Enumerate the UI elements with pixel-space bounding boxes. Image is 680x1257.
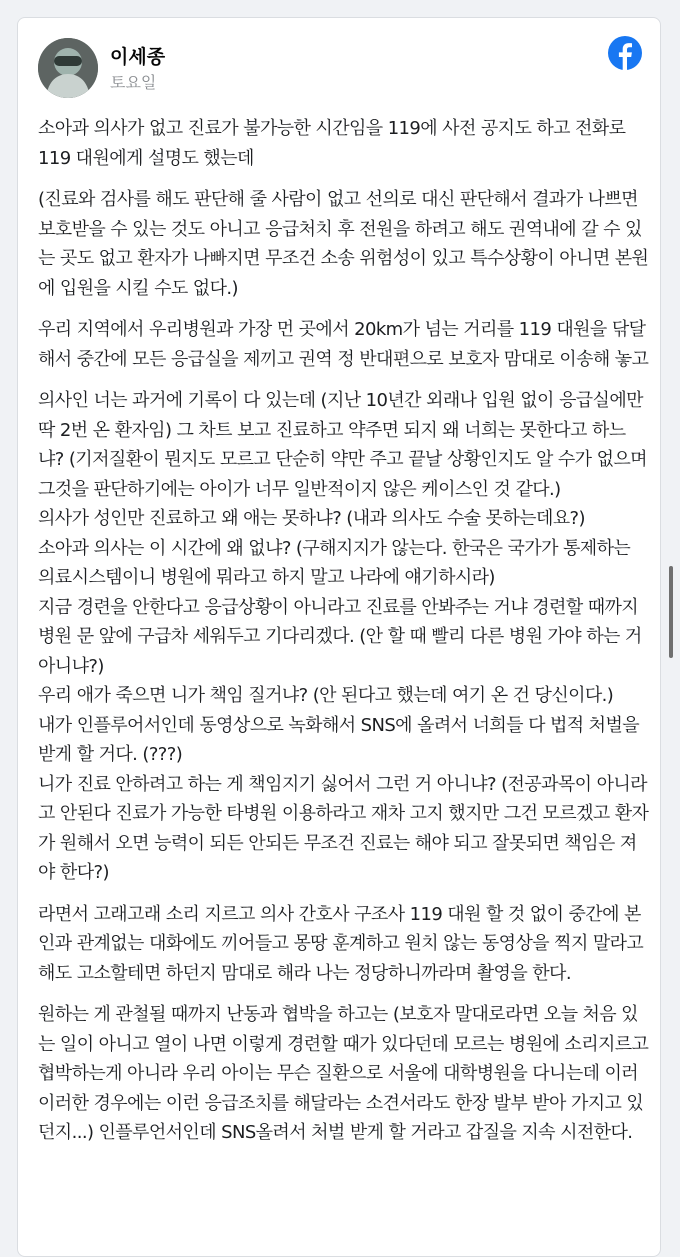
post-paragraph: 우리 애가 죽으면 니가 책임 질거냐? (안 된다고 했는데 여기 온 건 당신이다.): [38, 685, 614, 706]
post-paragraph: 원하는 게 관철될 때까지 난동과 협박을 하고는 (보호자 말대로라면 오늘 처음 있는 일이 아니고 열이 나면 이렇게 경련할 때가 있다던데 모르는 병원에 소리지르고 협박하는게 아니라 우리 아이는 무슨 질환으로 서울에 대학병원을 다니는데 이러이러한 경우에는 이런 응급조치를 해달라는 소견서라도 한장 발부 받아 가지고 있던지...) 인플루언서인데 SNS올려서 처벌 받게 할 거라고 갑질을 지속 시전한다.: [38, 1004, 649, 1143]
post-paragraph: 소아과 의사가 없고 진료가 불가능한 시간임을 119에 사전 공지도 하고 전화로 119 대원에게 설명도 했는데: [38, 118, 626, 169]
post-body: [38, 114, 650, 1160]
post-paragraph: 라면서 고래고래 소리 지르고 의사 간호사 구조사 119 대원 할 것 없이 중간에 본인과 관계없는 대화에도 끼어들고 몽땅 훈계하고 원치 않는 동영상을 찍지 말라고 해도 고소할테면 하던지 맘대로 해라 나는 정당하니까라며 촬영을 한다.: [38, 903, 644, 984]
scrollbar-thumb[interactable]: [669, 566, 673, 658]
post-paragraph: 의사인 너는 과거에 기록이 다 있는데 (지난 10년간 외래나 입원 없이 응급실에만 딱 2번 온 환자임) 그 차트 보고 진료하고 약주면 되지 왜 너희는 못한다고 하느냐? (기저질환이 뭔지도 모르고 단순히 약만 주고 끝날 상황인지도 알 수가 없으며 그것을 판단하기에는 아이가 너무 일반적이지 않은 케이스인 것 같다.): [38, 390, 647, 500]
author-name[interactable]: 이세종: [110, 46, 166, 68]
post-paragraph: 내가 인플루어서인데 동영상으로 녹화해서 SNS에 올려서 너희들 다 법적 처벌을 받게 할 거다. (???): [38, 714, 640, 765]
post-header: [38, 36, 642, 100]
post-date[interactable]: 토요일: [110, 73, 157, 92]
facebook-icon: [608, 36, 642, 70]
post-paragraph: (진료와 검사를 해도 판단해 줄 사람이 없고 선의로 대신 판단해서 결과가 나쁘면 보호받을 수 있는 것도 아니고 응급처치 후 전원을 하려고 해도 권역내에 갈 수 있는 곳도 없고 환자가 나빠지면 무조건 소송 위험성이 있고 특수상황이 아니면 본원에 입원을 시킬 수도 없다.): [38, 189, 649, 299]
post-paragraph: 소아과 의사는 이 시간에 왜 없냐? (구해지지가 않는다. 한국은 국가가 통제하는 의료시스템이니 병원에 뭐라고 하지 말고 나라에 얘기하시라): [38, 537, 631, 588]
author-avatar[interactable]: [38, 38, 98, 98]
post-paragraph: 우리 지역에서 우리병원과 가장 먼 곳에서 20km가 넘는 거리를 119 대원을 닦달해서 중간에 모든 응급실을 제끼고 권역 정 반대편으로 보호자 맘대로 이송해 놓고: [38, 319, 649, 370]
post-paragraph: 의사가 성인만 진료하고 왜 애는 못하냐? (내과 의사도 수술 못하는데요?): [38, 508, 585, 529]
post-card: [17, 17, 661, 1257]
post-paragraph: 니가 진료 안하려고 하는 게 책임지기 싫어서 그런 거 아니냐? (전공과목이 아니라고 안된다 진료가 가능한 타병원 이용하라고 재차 고지 했지만 그건 모르겠고 환자가 원해서 오면 능력이 되든 안되든 무조건 진료는 해야 되고 잘못되면 책임은 져야 한다?): [38, 773, 649, 883]
post-paragraph: 지금 경련을 안한다고 응급상황이 아니라고 진료를 안봐주는 거냐 경련할 때까지 병원 문 앞에 구급차 세워두고 기다리겠다. (안 할 때 빨리 다른 병원 가야 하는 거 아니냐?): [38, 596, 642, 677]
